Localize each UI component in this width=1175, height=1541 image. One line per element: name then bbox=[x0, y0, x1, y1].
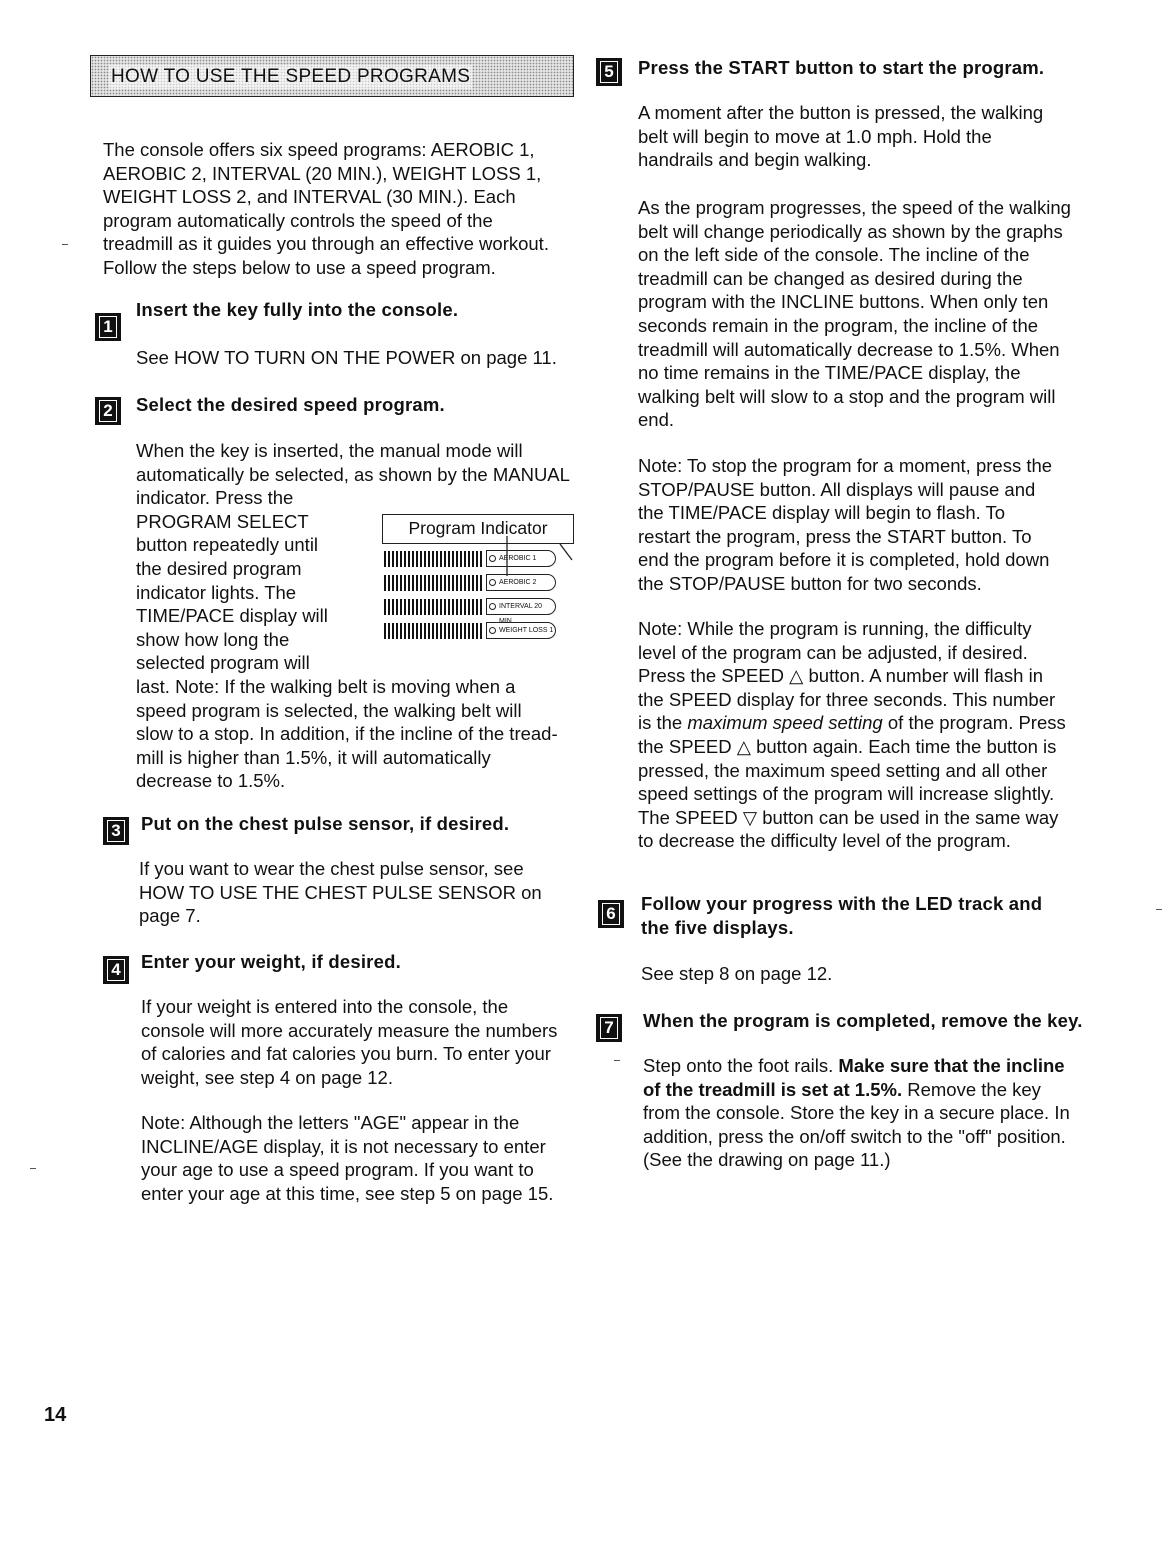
intro-paragraph bbox=[103, 138, 549, 280]
indicator-label: WEIGHT LOSS 1 bbox=[499, 627, 554, 634]
figure-pointer-lines bbox=[382, 514, 574, 647]
body-text: Remove the key bbox=[902, 1078, 1041, 1100]
body-line: to decrease the difficulty level of the program. bbox=[638, 830, 1011, 852]
step-number: 6 bbox=[602, 903, 620, 925]
intro-line: WEIGHT LOSS 2, and INTERVAL (30 MIN.). Each bbox=[103, 186, 516, 208]
step-6-badge bbox=[598, 900, 624, 928]
page-number: 14 bbox=[44, 1404, 67, 1426]
step-5-difficulty-note bbox=[638, 617, 1066, 853]
body-line: slow to a stop. In addition, if the incline of the tread- bbox=[136, 723, 558, 745]
body-line: no time remains in the TIME/PACE display, the bbox=[638, 362, 1021, 384]
body-line: last. Note: If the walking belt is moving when a bbox=[136, 675, 516, 697]
indicator-label: INTERVAL 20 MIN. bbox=[499, 603, 543, 625]
step-2-badge bbox=[95, 397, 121, 425]
indicator-label: AEROBIC 1 bbox=[499, 555, 537, 562]
body-line: speed settings of the program will increase slightly. bbox=[638, 783, 1055, 805]
body-line: pressed, the maximum speed setting and all other bbox=[638, 759, 1048, 781]
body-line: console will more accurately measure the numbers bbox=[141, 1019, 558, 1041]
figure-title: Program Indicator bbox=[408, 518, 548, 538]
step-1-badge bbox=[95, 313, 121, 341]
warning-text: of the treadmill is set at 1.5%. bbox=[643, 1078, 903, 1100]
body-line: Note: Although the letters "AGE" appear in the bbox=[141, 1112, 520, 1133]
body-line: walking belt will slow to a stop and the program will bbox=[638, 385, 1056, 407]
body-line: If your weight is entered into the console, the bbox=[141, 996, 509, 1017]
body-line: PROGRAM SELECT bbox=[136, 510, 309, 532]
warning-text: Make sure that the incline bbox=[838, 1055, 1065, 1076]
body-line: enter your age at this time, see step 5 on page 15. bbox=[141, 1182, 554, 1204]
body-line: speed program is selected, the walking belt will bbox=[136, 699, 522, 721]
body-line: belt will begin to move at 1.0 mph. Hold the bbox=[638, 125, 992, 147]
body-line: restart the program, press the START button. To bbox=[638, 525, 1032, 547]
body-line: decrease to 1.5%. bbox=[136, 770, 286, 792]
body-line bbox=[638, 711, 1066, 735]
body-line: the TIME/PACE display will begin to flash. To bbox=[638, 502, 1006, 524]
step-number: 4 bbox=[107, 959, 125, 981]
body-line: mill is higher than 1.5%, it will automatically bbox=[136, 746, 491, 768]
body-line: the desired program bbox=[136, 557, 302, 579]
body-line: button repeatedly until bbox=[136, 534, 319, 556]
step-5-pause-note bbox=[638, 454, 1052, 596]
step-4-badge bbox=[103, 956, 129, 984]
body-line: treadmill will automatically decrease to 1.5%. When bbox=[638, 338, 1060, 360]
step-4-note bbox=[141, 1111, 553, 1205]
intro-line: program automatically controls the speed of the bbox=[103, 209, 493, 231]
body-line: on the left side of the console. The incline of the bbox=[638, 244, 1030, 266]
body-line: the SPEED display for three seconds. This number bbox=[638, 688, 1056, 710]
body-line: HOW TO USE THE CHEST PULSE SENSOR on bbox=[139, 881, 542, 903]
step-1-body bbox=[136, 346, 557, 370]
body-line bbox=[643, 1078, 1070, 1102]
step-6-heading bbox=[641, 892, 1042, 939]
body-line: The SPEED ▽ button can be used in the same way bbox=[638, 806, 1059, 828]
body-text: Step onto the foot rails. bbox=[643, 1055, 839, 1076]
intro-line: treadmill as it guides you through an effective workout. bbox=[103, 233, 549, 255]
intro-line: AEROBIC 2, INTERVAL (20 MIN.), WEIGHT LOSS 1, bbox=[103, 162, 542, 184]
indicator-label: AEROBIC 2 bbox=[499, 579, 537, 586]
body-line: your age to use a speed program. If you want to bbox=[141, 1159, 534, 1181]
body-line: See HOW TO TURN ON THE POWER on page 11. bbox=[136, 347, 557, 368]
body-line: Press the SPEED △ button. A number will flash in bbox=[638, 665, 1043, 687]
margin-mark bbox=[62, 244, 68, 245]
margin-mark bbox=[30, 1168, 36, 1169]
body-line: weight, see step 4 on page 12. bbox=[141, 1066, 393, 1088]
step-4-heading: Enter your weight, if desired. bbox=[141, 951, 401, 972]
body-line: the STOP/PAUSE button for two seconds. bbox=[638, 572, 982, 594]
section-title: HOW TO USE THE SPEED PROGRAMS bbox=[111, 66, 471, 87]
body-line: (See the drawing on page 11.) bbox=[643, 1149, 891, 1171]
heading-line: Follow your progress with the LED track and bbox=[641, 893, 1043, 914]
step-5-progress-text bbox=[638, 196, 1071, 432]
body-line: When the key is inserted, the manual mode will bbox=[136, 440, 523, 461]
step-number: 5 bbox=[600, 61, 618, 83]
body-line: STOP/PAUSE button. All displays will pause and bbox=[638, 478, 1036, 500]
intro-line: The console offers six speed programs: AEROBIC 1, bbox=[103, 139, 535, 160]
body-line: Note: To stop the program for a moment, press the bbox=[638, 455, 1053, 476]
body-line: If you want to wear the chest pulse sensor, see bbox=[139, 858, 524, 879]
program-indicator-figure bbox=[382, 514, 574, 647]
section-title-box bbox=[90, 55, 574, 97]
body-line: INCLINE/AGE display, it is not necessary to enter bbox=[141, 1135, 546, 1157]
step-number: 3 bbox=[107, 820, 125, 842]
body-text: of the program. Press bbox=[882, 712, 1066, 734]
heading-line: the five displays. bbox=[641, 916, 794, 938]
step-3-badge bbox=[103, 817, 129, 845]
step-2-heading: Select the desired speed program. bbox=[136, 394, 445, 415]
body-line: handrails and begin walking. bbox=[638, 149, 872, 171]
body-line: TIME/PACE display will bbox=[136, 605, 328, 627]
step-number: 1 bbox=[99, 316, 117, 338]
step-3-heading: Put on the chest pulse sensor, if desired. bbox=[141, 813, 510, 834]
body-line: Note: While the program is running, the difficulty bbox=[638, 618, 1032, 639]
body-line: addition, press the on/off switch to the "off" position. bbox=[643, 1125, 1066, 1147]
body-line: program with the INCLINE buttons. When only ten bbox=[638, 291, 1049, 313]
body-line: treadmill can be changed as desired during the bbox=[638, 267, 1023, 289]
body-line: from the console. Store the key in a secure place. In bbox=[643, 1102, 1070, 1124]
body-line: end. bbox=[638, 409, 675, 431]
step-7-badge bbox=[596, 1014, 622, 1042]
body-line: seconds remain in the program, the incline of the bbox=[638, 314, 1039, 336]
body-line: of calories and fat calories you burn. To enter your bbox=[141, 1043, 551, 1065]
intro-line: Follow the steps below to use a speed program. bbox=[103, 256, 496, 278]
step-6-body bbox=[641, 962, 832, 986]
body-line: indicator lights. The bbox=[136, 581, 297, 603]
step-5-heading: Press the START button to start the program. bbox=[638, 57, 1045, 78]
body-line: page 7. bbox=[139, 905, 201, 927]
step-7-heading: When the program is completed, remove the key. bbox=[643, 1010, 1083, 1031]
body-line: See step 8 on page 12. bbox=[641, 963, 833, 984]
body-line: indicator. Press the bbox=[136, 487, 294, 509]
margin-mark bbox=[614, 1060, 620, 1061]
emphasis-text: maximum speed setting bbox=[687, 712, 883, 734]
body-line bbox=[643, 1054, 1070, 1078]
body-line: A moment after the button is pressed, the walking bbox=[638, 102, 1044, 123]
step-3-body bbox=[139, 857, 542, 928]
step-number: 2 bbox=[99, 400, 117, 422]
step-5-badge bbox=[596, 58, 622, 86]
body-line: the SPEED △ button again. Each time the button is bbox=[638, 735, 1057, 757]
body-line: show how long the bbox=[136, 628, 290, 650]
body-text: is the bbox=[638, 712, 688, 734]
step-5-body bbox=[638, 101, 1043, 172]
body-line: level of the program can be adjusted, if desired. bbox=[638, 641, 1028, 663]
body-line: automatically be selected, as shown by the MANUAL bbox=[136, 463, 570, 485]
margin-mark bbox=[1156, 909, 1162, 910]
body-line: As the program progresses, the speed of the walking bbox=[638, 197, 1071, 218]
step-number: 7 bbox=[600, 1017, 618, 1039]
step-1-heading: Insert the key fully into the console. bbox=[136, 299, 459, 320]
step-7-body bbox=[643, 1054, 1070, 1172]
step-4-body bbox=[141, 995, 557, 1089]
body-line: end the program before it is completed, hold down bbox=[638, 549, 1050, 571]
body-line: belt will change periodically as shown by the graphs bbox=[638, 220, 1063, 242]
body-line: selected program will bbox=[136, 652, 310, 674]
